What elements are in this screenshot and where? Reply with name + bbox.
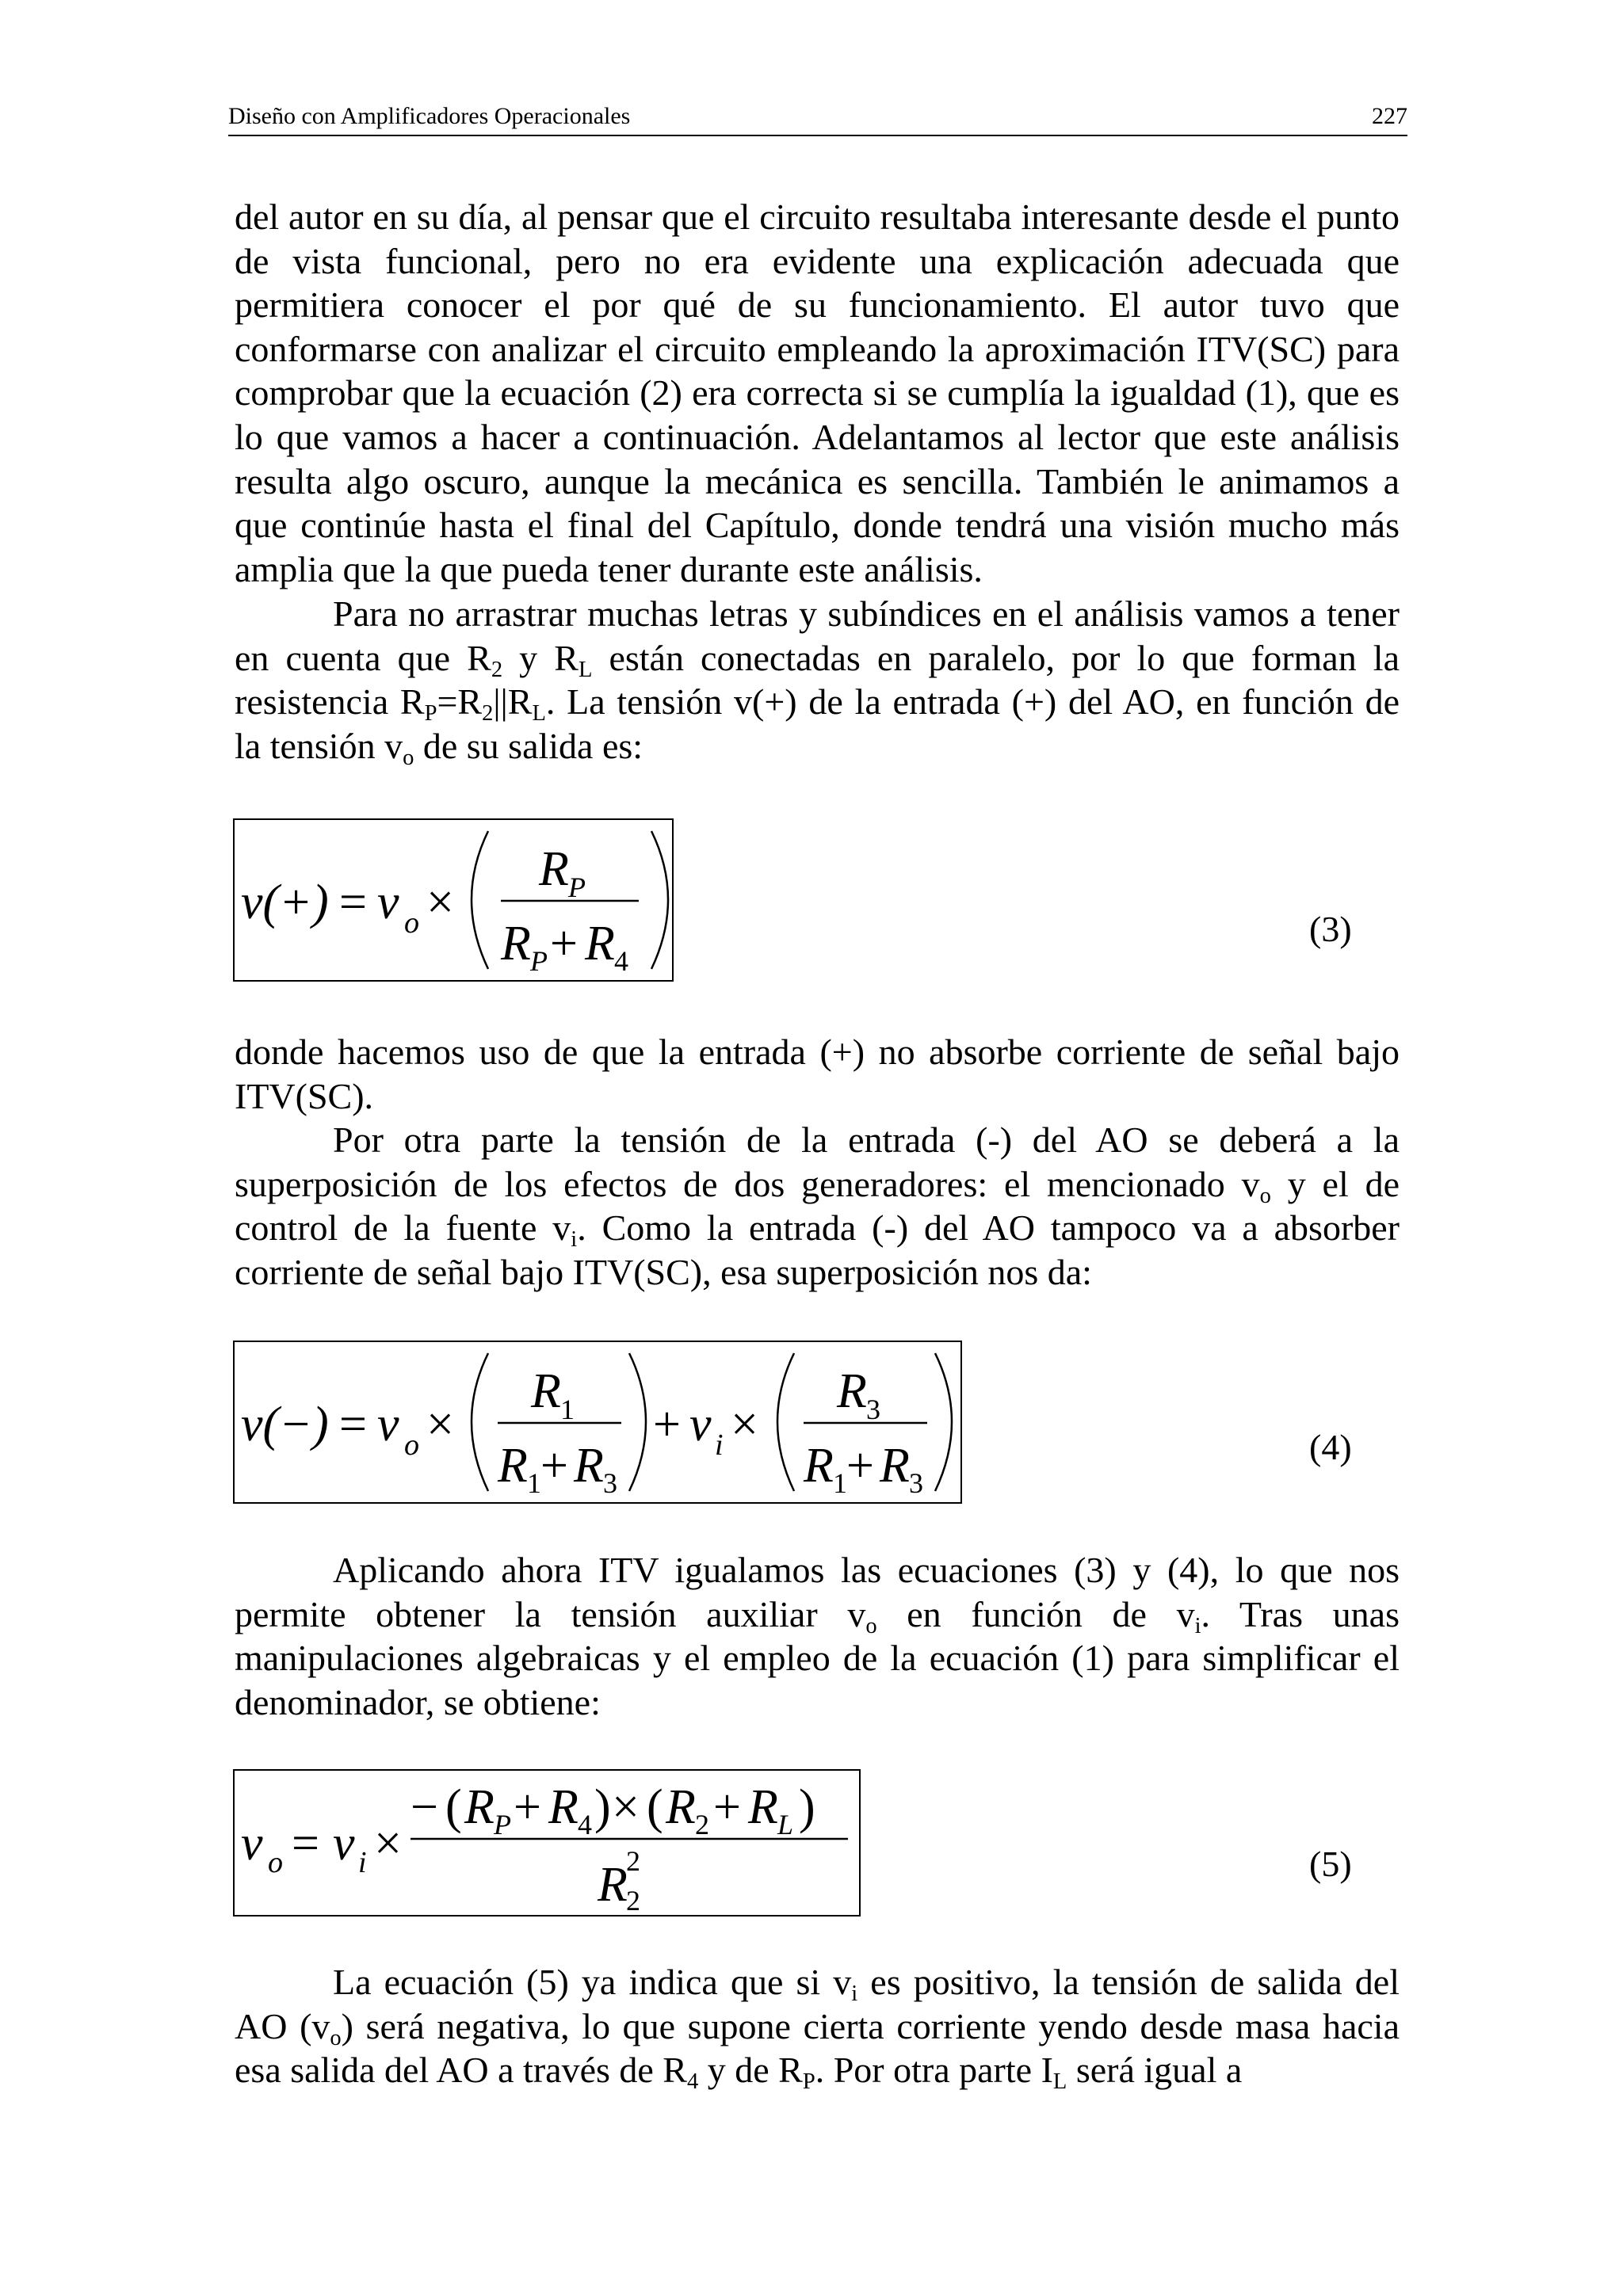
svg-text:3: 3 bbox=[866, 1394, 880, 1425]
svg-text:=: = bbox=[339, 875, 367, 929]
svg-text:): ) bbox=[594, 1780, 611, 1834]
svg-text:o: o bbox=[268, 1846, 283, 1879]
svg-text:2: 2 bbox=[626, 1845, 640, 1877]
svg-text:R: R bbox=[531, 1364, 561, 1418]
equation-4-number: (4) bbox=[1309, 1427, 1352, 1467]
svg-text:v: v bbox=[377, 875, 399, 929]
svg-text:+: + bbox=[514, 1780, 541, 1834]
svg-text:v: v bbox=[377, 1398, 399, 1451]
svg-text:×: × bbox=[426, 1398, 454, 1451]
svg-text:4: 4 bbox=[578, 1809, 592, 1840]
svg-text:×: × bbox=[612, 1780, 640, 1834]
svg-text:R: R bbox=[598, 1858, 628, 1912]
equation-3-number: (3) bbox=[1309, 909, 1352, 949]
svg-text:R: R bbox=[539, 842, 569, 896]
svg-text:×: × bbox=[426, 875, 454, 929]
svg-text:v: v bbox=[689, 1398, 712, 1451]
svg-text:4: 4 bbox=[614, 945, 628, 977]
svg-text:+: + bbox=[540, 1439, 568, 1493]
paragraph-2: Para no arrastrar muchas letras y subíndices en el análisis vamos a tener en cuenta que $R_2$ y $R_L$ están conectadas en paralelo, por lo que forman la resistencia $R_P=R_2||R_L$. La tensión v(+) de la entrada (+) del AO, en función de la tensión $v_o$ de su salida es: bbox=[235, 593, 1400, 770]
svg-text:+: + bbox=[550, 917, 578, 971]
svg-text:R: R bbox=[574, 1439, 604, 1493]
svg-text:3: 3 bbox=[603, 1467, 617, 1499]
svg-text:v(−): v(−) bbox=[241, 1398, 329, 1451]
svg-text:i: i bbox=[358, 1846, 367, 1879]
svg-text:P: P bbox=[530, 945, 548, 977]
svg-text:P: P bbox=[494, 1809, 511, 1840]
svg-text:2: 2 bbox=[626, 1885, 640, 1915]
equation-4 bbox=[235, 1342, 960, 1502]
svg-text:1: 1 bbox=[527, 1467, 541, 1499]
svg-text:L: L bbox=[777, 1809, 794, 1840]
svg-text:1: 1 bbox=[560, 1394, 575, 1425]
equation-5-number: (5) bbox=[1309, 1844, 1352, 1884]
svg-text:R: R bbox=[498, 1439, 528, 1493]
svg-text:v: v bbox=[333, 1817, 355, 1871]
svg-text:(: ( bbox=[445, 1780, 462, 1834]
paragraph-4: Por otra parte la tensión de la entrada (-) del AO se deberá a la superposición de los efectos de dos generadores: el mencionado $v_o$ y el de control de la fuente $v_i$. Como la entrada (-) del AO tampoco va a absorber corriente de señal bajo ITV(SC), esa superposición nos da: bbox=[235, 1119, 1400, 1292]
equation-4-box bbox=[233, 1341, 962, 1504]
svg-text:o: o bbox=[404, 1428, 419, 1462]
svg-text:2: 2 bbox=[695, 1809, 709, 1840]
svg-text:R: R bbox=[501, 917, 531, 971]
equation-3-box bbox=[233, 818, 674, 982]
svg-text:o: o bbox=[404, 906, 419, 940]
running-title: Diseño con Amplificadores Operacionales bbox=[228, 103, 631, 129]
svg-text:v(+): v(+) bbox=[241, 875, 329, 929]
paragraph-3: donde hacemos uso de que la entrada (+) no absorbe corriente de señal bajo ITV(SC). bbox=[235, 1032, 1400, 1116]
paragraph-6: La ecuación (5) ya indica que si $v_i$ es positivo, la tensión de salida del AO $(v_o)$ será negativa, lo que supone cierta corriente yendo desde masa hacia esa salida del AO a través de $R_4$ y de $R_P$. Por otra parte $I_L$ será igual a bbox=[235, 1962, 1400, 2095]
svg-text:(: ( bbox=[647, 1780, 663, 1834]
equation-5 bbox=[235, 1771, 859, 1915]
svg-text:R: R bbox=[880, 1439, 910, 1493]
svg-text:×: × bbox=[374, 1817, 402, 1871]
page-number: 227 bbox=[1372, 103, 1407, 129]
svg-text:P: P bbox=[568, 871, 586, 903]
paragraph-5: Aplicando ahora ITV igualamos las ecuaciones (3) y (4), lo que nos permite obtener la tensión auxiliar $v_o$ en función de $v_i$. Tras unas manipulaciones algebraicas y el empleo de la ecuación (1) para simplificar el denominador, se obtiene: bbox=[235, 1550, 1400, 1722]
equation-5-box bbox=[233, 1769, 861, 1917]
svg-text:+: + bbox=[653, 1398, 681, 1451]
page-header bbox=[228, 93, 1407, 136]
paragraph-1: del autor en su día, al pensar que el circuito resultaba interesante desde el punto de vista funcional, pero no era evidente una explicación adecuada que permitiera conocer el por qué de su funcionamiento. El autor tuvo que conformarse con analizar el circuito empleando la aproximación ITV(SC) para comprobar que la ecuación (2) era correcta si se cumplía la igualdad (1), que es lo que vamos a hacer a continuación. Adelantamos al lector que este análisis resulta algo oscuro, aunque la mecánica es sencilla. También le animamos a que continúe hasta el final del Capítulo, donde tendrá una visión mucho más amplia que la que pueda tener durante este análisis. bbox=[235, 196, 1400, 589]
svg-text:−: − bbox=[411, 1780, 438, 1834]
svg-text:R: R bbox=[548, 1780, 579, 1834]
svg-text:3: 3 bbox=[909, 1467, 923, 1499]
svg-text:i: i bbox=[715, 1428, 724, 1462]
svg-text:R: R bbox=[464, 1780, 495, 1834]
svg-text:v: v bbox=[241, 1817, 263, 1871]
svg-text:R: R bbox=[804, 1439, 834, 1493]
svg-text:R: R bbox=[748, 1780, 778, 1834]
svg-text:): ) bbox=[799, 1780, 815, 1834]
svg-text:R: R bbox=[666, 1780, 696, 1834]
svg-text:×: × bbox=[731, 1398, 758, 1451]
svg-text:1: 1 bbox=[833, 1467, 847, 1499]
svg-text:+: + bbox=[713, 1780, 741, 1834]
svg-text:R: R bbox=[585, 917, 615, 971]
svg-text:=: = bbox=[339, 1398, 367, 1451]
svg-text:=: = bbox=[292, 1817, 319, 1871]
svg-text:+: + bbox=[846, 1439, 874, 1493]
equation-3 bbox=[235, 820, 672, 980]
svg-text:R: R bbox=[837, 1364, 867, 1418]
